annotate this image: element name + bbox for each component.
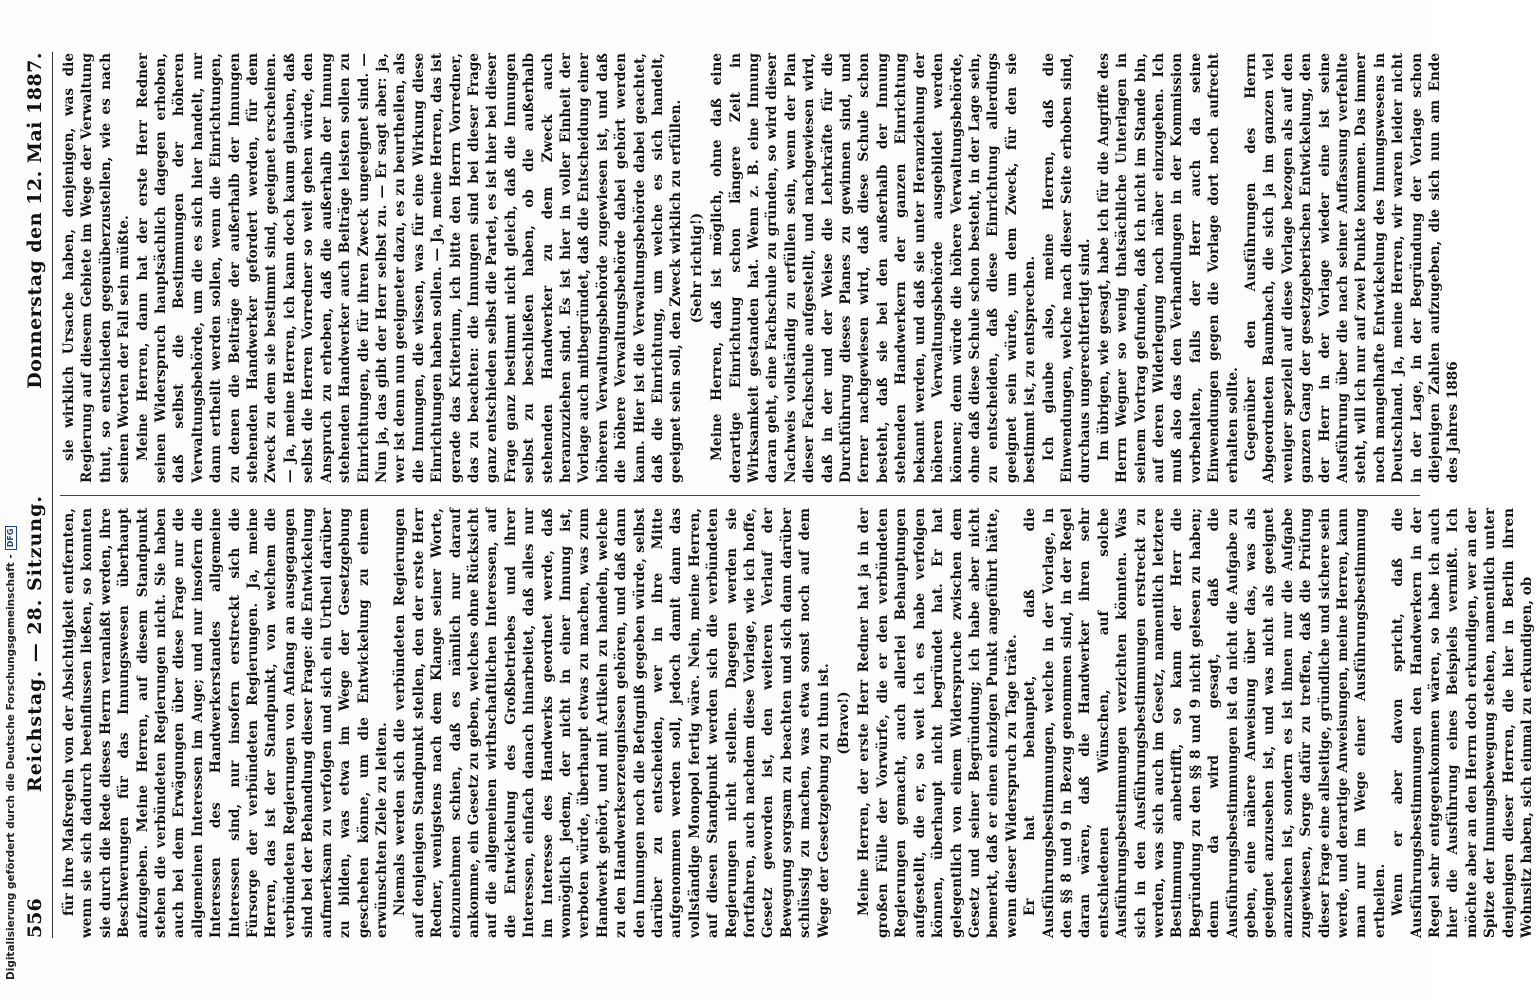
- interjection: (Sehr richtig!): [688, 212, 705, 324]
- credit-text: Digitalisierung gefördert durch die Deutsche Forschungsgemeinschaft -: [5, 554, 17, 980]
- interjection: (Bravo!): [836, 691, 853, 755]
- paragraph: Meine Herren, dann hat der erste Herr Redner seinen Widerspruch hauptsächlich dagegen erhoben, daß selbst die Bestimmungen der höheren Verwaltungsbehörde, um die es sich hier handelt, nur dann ertheilt werden sollen, wenn die Einrichtungen, zu denen die Beiträge der außerhalb der Innungen stehenden Handwerker gefordert werden, für dem Zweck zu dem sie bestimmt sind, geeignet erscheinen. — Ja, meine Herren, ich kann doch kaum glauben, daß selbst die Herren Vorredner so weit gehen würde, den Anspruch zu erheben, daß die außerhalb der Innung stehenden Handwerker auch Beiträge leisten sollen zu Einrichtungen, die für ihren Zweck ungeeignet sind. — Nun ja, das gibt der Herr selbst zu. — Er sagt aber: ja, wer ist denn nun geeigneter dazu, es zu beurtheilen, als die Innungen, die wissen, was für eine Wirkung diese Einrichtungen haben sollen. — Ja, meine Herren, das ist gerade das Kriterium, ich bitte den Herrn Vorredner, das zu beachten: die Innungen sind bei dieser Frage ganz entschieden selbst die Partei, es ist hier bei dieser Frage ganz bestimmt nicht gleich, daß die Innungen selbst zu beschließen haben, ob die außerhalb stehenden Handwerker zu dem Zweck auch heranzuziehen sind. Es ist hier in voller Einheit der Vorlage auch mitbegründet, daß die Entscheidung einer höheren Verwaltungsbehörde zugewiesen ist, und daß die höhere Verwaltungsbehörde dabei gehört werden kann. Hier ist die Verwaltungsbehörde dabei geachtet, daß die Einrichtung, um welche es sich handelt, geeignet sein soll, den Zweck wirklich zu erfüllen.: [134, 53, 685, 483]
- digitization-credit: [0, 0, 22, 1000]
- paragraph: Gegenüber den Ausführungen des Herrn Abgeordneten Baumbach, die sich ja im ganzen viel weniger speziell auf diese Vorlage bezogen als auf den ganzen Gang der gesetzgeberischen Entwickelung, den der Herr in der Vorlage wieder eine ist seine Ausführung über die nach seiner Auffassung verfehlte steht, will ich nur auf zwei Punkte kommen. Das immer noch mangelhafte Entwickelung des Innungswesens in Deutschland. Ja, meine Herren, wir waren leider nicht in der Lage, in der Begründung der Vorlage schon diejenigen Zahlen aufzugeben, die sich nun am Ende des Jahres 1886: [1243, 53, 1462, 483]
- dfg-logo: DFG: [5, 526, 17, 551]
- paragraph: Meine Herren, der erste Herr Redner hat ja in der großen Fülle der Vorwürfe, die er den verbündeten Regierungen gemacht, auch allerlei Behauptungen aufgestellt, die er, so weit ich es habe verfolgen können, überhaupt nicht begründet hat. Er hat gelegentlich von einem Widerspruche zwischen dem Gesetz und seiner Begründung; ich habe aber nicht bemerkt, daß er einen einzigen Punkt angeführt hätte, wenn dieser Widerspruch zu Tage träte.: [856, 508, 1020, 938]
- paragraph: Meine Herren, daß ist möglich, ohne daß eine derartige Einrichtung schon längere Zeit in Wirksamkeit gestanden hat. Wenn z. B. eine Innung daran geht, eine Fachschule zu gründen, so wird dieser Nachweis vollständig zu erfüllen sein, wenn der Plan dieser Fachschule aufgestellt, und nachgewiesen wird, daß in der und der Weise die Lehrkräfte für die Durchführung dieses Planes zu gewinnen sind, und ferner nachgewiesen wird, daß diese Schule schon besteht, daß sie bei den außerhalb der Innung stehenden Handwerkern der ganzen Einrichtung bekannt werden, und daß sie unter Heranziehung der höheren Verwaltungsbehörde ausgebildet werden können; denn würde die höhere Verwaltungsbehörde, ohne daß diese Schule schon besteht, in der Lage sein, zu entscheiden, daß diese Einrichtung allerdings geeignet sein würde, um dem Zweck, für den sie bestimmt ist, zu entsprechen.: [709, 53, 1039, 483]
- paragraph: Wenn er aber davon spricht, daß die Ausführungsbestimmungen den Handwerkern in der Regel sehr entgegenkommen wären, so habe ich auch hier die Ausführung eines Beispiels vermißt. Ich möchte aber an den Herrn doch erkundigen, wer an der Spitze der Innungsbewegung stehen, namentlich unter denjenigen dieser Herren, die hier in Berlin ihren Wohnsitz haben, sich einmal zu erkundigen, ob: [1390, 508, 1536, 938]
- header-title: Reichstag. — 28. Sitzung.: [24, 494, 46, 793]
- column-divider: [60, 495, 1420, 496]
- paragraph: Niemals werden sich die verbündeten Regierungen auf denjenigen Standpunkt stellen, den der erste Herr Redner, wenigstens nach dem Klange seiner Worte, einzunehmen schien, daß es nämlich nur darauf ankomme, ein Gesetz zu geben, welches ohne Rücksicht auf die allgemeinen wirthschaftlichen Interessen, auf die Entwickelung des Großbetriebes und ihrer Interessen, einfach danach hinarbeitet, daß alles nur im Interesse des Handwerks geordnet werde, daß womöglich jedem, der nicht in einer Innung ist, verboten würde, überhaupt etwas zu machen, was zum Handwerk gehört, und mit Artikeln zu handeln, welche zu den Handwerkserzeugnissen gehören, und daß dann den Innungen noch die Befugniß gegeben würde, selbst darüber zu entscheiden, wer in ihre Mitte aufgenommen werden soll, jedoch damit dann das vollständige Monopol fertig wäre. Nein, meine Herren, auf diesen Standpunkt werden sich die verbündeten Regierungen nicht stellen. Dagegen werden sie fortfahren, auch nachdem diese Vorlage, wie ich hoffe, Gesetz geworden ist, den weiteren Verlauf der Bewegung sorgsam zu beachten und sich dann darüber schlüssig zu machen, was etwa sonst noch auf dem Wege der Gesetzgebung zu thun ist.: [392, 508, 832, 938]
- header-date: Donnerstag den 12. Mai 1887.: [24, 52, 46, 389]
- page-header: [18, 52, 53, 938]
- left-column: [60, 508, 1536, 938]
- paragraph: Im übrigen, wie gesagt, habe ich für die Angriffe des Herrn Wegner so wenig thatsächliche Unterlagen in seinem Vortrag gefunden, daß ich nicht im Stande bin, auf deren Widerlegung noch näher einzugehen. Ich muß also das den Verhandlungen in der Kommission vorbehalten, falls der Herr auch da seine Einwendungen gegen die Vorlage dort noch aufrecht erhalten sollte.: [1095, 53, 1241, 483]
- page-number: 556: [24, 898, 46, 938]
- paragraph: sie wirklich Ursache haben, denjenigen, was die Regierung auf diesem Gebiete im Wege der Verwaltung thut, so entschieden gegenüberzustellen, wie es nach seinen Worten der Fall sein müßte.: [61, 53, 133, 483]
- paragraph: für ihre Maßregeln von der Absichtigkeit entfernten, wenn sie sich dadurch beeinflussen ließen, so konnten sie durch die Rede dieses Herrn veranlaßt werden, ihre Beschwerungen für das Innungswesen überhaupt aufzugeben. Meine Herren, auf diesem Standpunkt stehen die verbündeten Regierungen nicht. Sie haben auch bei dem Erwägungen über diese Frage nur die allgemeinen Interessen im Auge; und nur insofern die Interessen des Handwerkerstandes allgemeine Interessen sind, nur insofern erstreckt sich die Fürsorge der verbündeten Regierungen. Ja, meine Herren, das ist der Standpunkt, von welchem die verbündeten Regierungen von Anfang an ausgegangen sind bei der Behandlung dieser Frage: die Entwickelung aufmerksam zu verfolgen und sich ein Urtheil darüber zu bilden, was etwa im Wege der Gesetzgebung geschehen könne, um die Entwickelung zu einem erwünschten Ziele zu leiten.: [61, 508, 390, 938]
- right-column: [60, 53, 1462, 483]
- paragraph: Er hat behauptet, daß die Ausführungsbestimmungen, welche in der Vorlage, in den §§ 8 und 9 in Bezug genommen sind, in der Regel daran wären, daß die Handwerker ihren sehr entschiedenen Wünschen, auf solche Ausführungsbestimmungen verzichten könnten. Was sich in den Ausführungsbestimmungen erstreckt zu werden, was sich auch im Gesetz, namentlich letztere Bestimmung anbetrifft, so kann der Herr die Begründung zu den §§ 8 und 9 nicht gelesen zu haben; denn da wird gesagt, daß die Ausführungsbestimmungen ist da nicht die Aufgabe zu geben, eine nähere Anweisung über das, was als geeignet anzusehen ist, und was nicht als geeignet anzusehen ist, sondern es ist ihnen nur die Aufgabe zugewiesen, Sorge dafür zu treffen, daß die Prüfung dieser Frage eine allseitige, gründliche und sichere sein werde, und derartige Anweisungen, meine Herren, kann man nur im Wege einer Ausführungsbestimmung ertheilen.: [1022, 508, 1388, 938]
- paragraph: Ich glaube also, meine Herren, daß die Einwendungen, welche nach dieser Seite erhoben sind, durchaus ungerechtfertigt sind.: [1040, 53, 1094, 483]
